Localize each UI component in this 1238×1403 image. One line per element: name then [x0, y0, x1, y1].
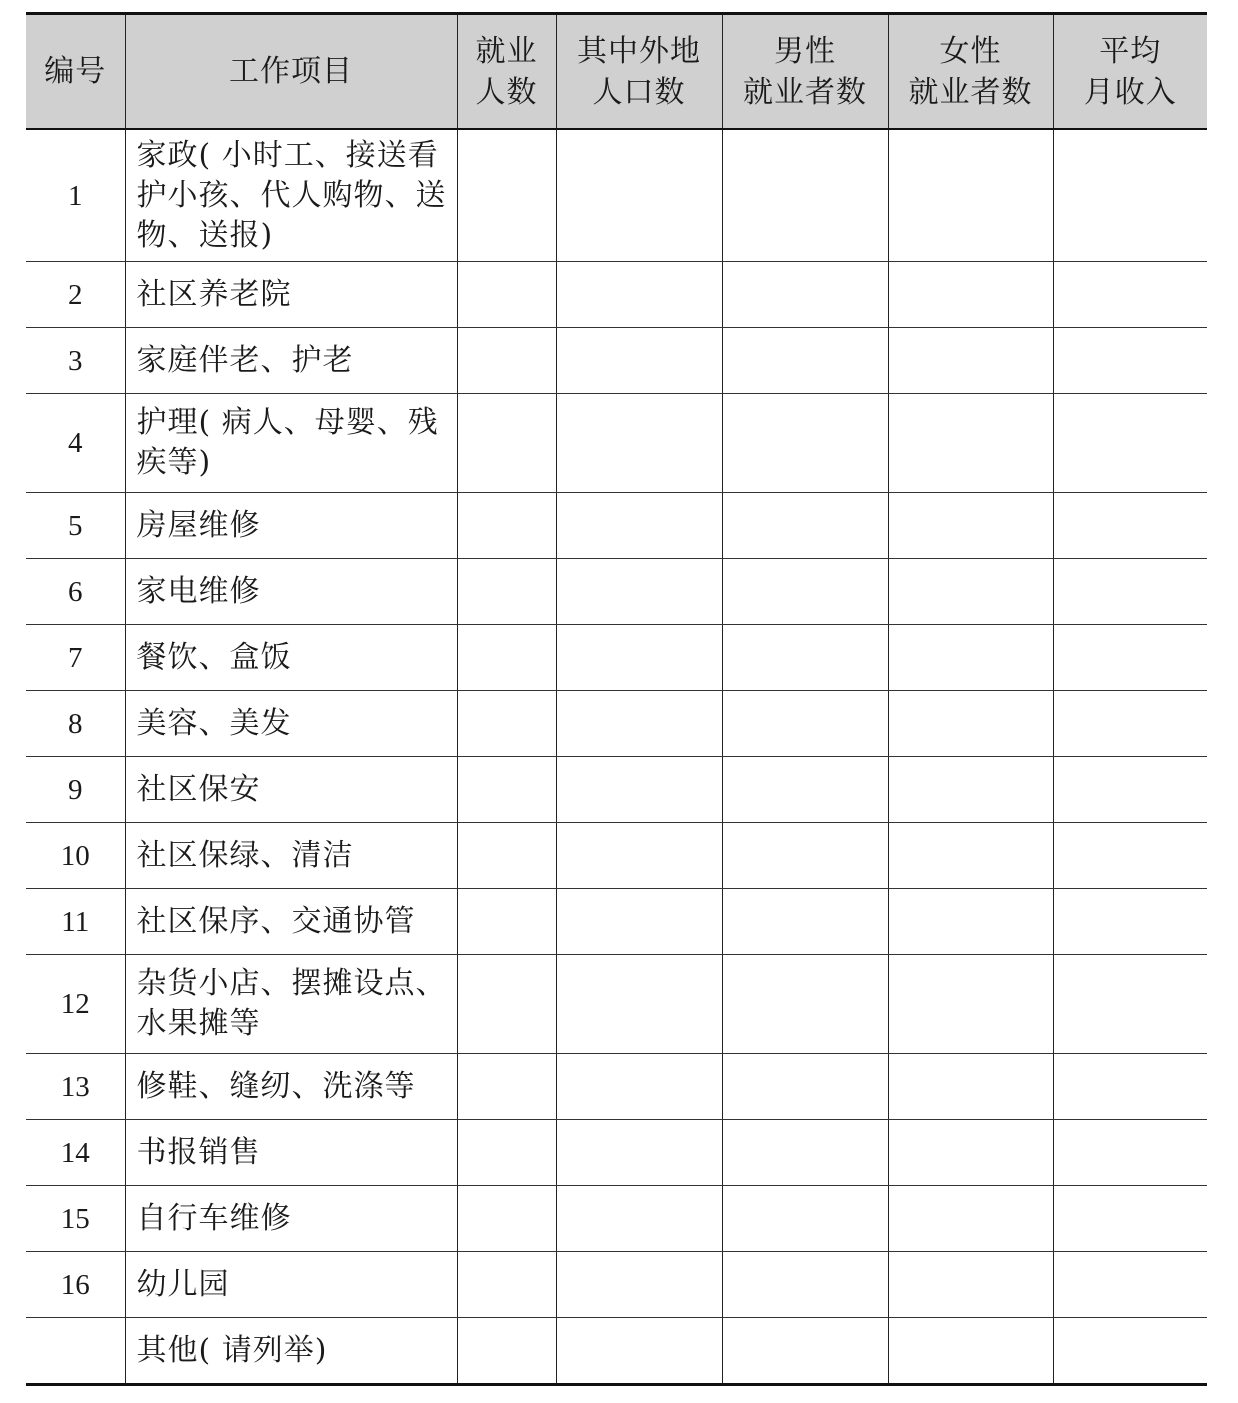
cell-nonlocal[interactable] — [556, 757, 722, 823]
cell-male[interactable] — [722, 1186, 888, 1252]
cell-income[interactable] — [1053, 955, 1207, 1054]
header-nonlocal-count: 其中外地 人口数 — [556, 14, 722, 130]
cell-male[interactable] — [722, 889, 888, 955]
cell-female[interactable] — [888, 328, 1053, 394]
cell-income[interactable] — [1053, 262, 1207, 328]
cell-nonlocal[interactable] — [556, 691, 722, 757]
cell-income[interactable] — [1053, 823, 1207, 889]
row-number: 1 — [26, 129, 125, 262]
cell-male[interactable] — [722, 328, 888, 394]
row-number: 11 — [26, 889, 125, 955]
cell-income[interactable] — [1053, 493, 1207, 559]
cell-employed[interactable] — [457, 757, 556, 823]
cell-employed[interactable] — [457, 889, 556, 955]
table-row — [26, 1318, 1207, 1385]
row-work-item: 自行车维修 — [125, 1186, 457, 1252]
row-number: 9 — [26, 757, 125, 823]
header-male-count: 男性 就业者数 — [722, 14, 888, 130]
row-work-item: 社区保绿、清洁 — [125, 823, 457, 889]
row-number: 5 — [26, 493, 125, 559]
cell-employed[interactable] — [457, 823, 556, 889]
row-number: 3 — [26, 328, 125, 394]
cell-employed[interactable] — [457, 1054, 556, 1120]
cell-female[interactable] — [888, 757, 1053, 823]
cell-female[interactable] — [888, 559, 1053, 625]
row-number: 2 — [26, 262, 125, 328]
cell-female[interactable] — [888, 1120, 1053, 1186]
cell-nonlocal[interactable] — [556, 1120, 722, 1186]
cell-female[interactable] — [888, 262, 1053, 328]
cell-employed[interactable] — [457, 394, 556, 493]
table-row — [26, 559, 1207, 625]
row-work-item: 幼儿园 — [125, 1252, 457, 1318]
cell-female[interactable] — [888, 1186, 1053, 1252]
cell-employed[interactable] — [457, 625, 556, 691]
cell-income[interactable] — [1053, 889, 1207, 955]
cell-male[interactable] — [722, 1120, 888, 1186]
cell-female[interactable] — [888, 625, 1053, 691]
cell-income[interactable] — [1053, 1186, 1207, 1252]
table-row — [26, 262, 1207, 328]
cell-female[interactable] — [888, 889, 1053, 955]
cell-nonlocal[interactable] — [556, 394, 722, 493]
cell-male[interactable] — [722, 823, 888, 889]
cell-employed[interactable] — [457, 493, 556, 559]
cell-income[interactable] — [1053, 625, 1207, 691]
cell-male[interactable] — [722, 262, 888, 328]
cell-male[interactable] — [722, 955, 888, 1054]
cell-employed[interactable] — [457, 1252, 556, 1318]
employment-survey-table — [26, 12, 1207, 1386]
cell-nonlocal[interactable] — [556, 1318, 722, 1385]
cell-nonlocal[interactable] — [556, 1054, 722, 1120]
cell-male[interactable] — [722, 394, 888, 493]
row-number: 7 — [26, 625, 125, 691]
row-number: 6 — [26, 559, 125, 625]
cell-income[interactable] — [1053, 1120, 1207, 1186]
table-row — [26, 823, 1207, 889]
row-work-item: 杂货小店、摆摊设点、水果摊等 — [125, 955, 457, 1054]
row-work-item: 餐饮、盒饭 — [125, 625, 457, 691]
row-work-item: 其他( 请列举) — [125, 1318, 457, 1385]
cell-income[interactable] — [1053, 129, 1207, 262]
cell-male[interactable] — [722, 1252, 888, 1318]
row-work-item: 书报销售 — [125, 1120, 457, 1186]
cell-female[interactable] — [888, 129, 1053, 262]
row-work-item: 家政( 小时工、接送看护小孩、代人购物、送物、送报) — [125, 129, 457, 262]
row-number: 10 — [26, 823, 125, 889]
cell-income[interactable] — [1053, 1252, 1207, 1318]
cell-income[interactable] — [1053, 757, 1207, 823]
cell-female[interactable] — [888, 1318, 1053, 1385]
row-work-item: 美容、美发 — [125, 691, 457, 757]
cell-income[interactable] — [1053, 691, 1207, 757]
row-number: 15 — [26, 1186, 125, 1252]
cell-employed[interactable] — [457, 1120, 556, 1186]
cell-nonlocal[interactable] — [556, 493, 722, 559]
cell-employed[interactable] — [457, 262, 556, 328]
cell-nonlocal[interactable] — [556, 889, 722, 955]
table-row — [26, 889, 1207, 955]
table-row — [26, 1120, 1207, 1186]
row-number — [26, 1318, 125, 1385]
row-work-item: 社区保序、交通协管 — [125, 889, 457, 955]
cell-income[interactable] — [1053, 1054, 1207, 1120]
row-work-item: 家庭伴老、护老 — [125, 328, 457, 394]
row-work-item: 房屋维修 — [125, 493, 457, 559]
cell-nonlocal[interactable] — [556, 129, 722, 262]
table-row — [26, 1252, 1207, 1318]
table-header-row — [26, 14, 1207, 130]
header-number: 编号 — [26, 14, 125, 130]
cell-male[interactable] — [722, 757, 888, 823]
cell-income[interactable] — [1053, 394, 1207, 493]
cell-male[interactable] — [722, 493, 888, 559]
cell-male[interactable] — [722, 1318, 888, 1385]
cell-employed[interactable] — [457, 328, 556, 394]
cell-employed[interactable] — [457, 1318, 556, 1385]
cell-male[interactable] — [722, 129, 888, 262]
table-row — [26, 757, 1207, 823]
cell-employed[interactable] — [457, 129, 556, 262]
cell-male[interactable] — [722, 1054, 888, 1120]
row-work-item: 修鞋、缝纫、洗涤等 — [125, 1054, 457, 1120]
row-number: 8 — [26, 691, 125, 757]
cell-female[interactable] — [888, 1054, 1053, 1120]
row-number: 4 — [26, 394, 125, 493]
cell-employed[interactable] — [457, 955, 556, 1054]
row-number: 12 — [26, 955, 125, 1054]
row-work-item: 护理( 病人、母婴、残疾等) — [125, 394, 457, 493]
row-number: 16 — [26, 1252, 125, 1318]
cell-income[interactable] — [1053, 328, 1207, 394]
cell-income[interactable] — [1053, 559, 1207, 625]
row-work-item: 社区保安 — [125, 757, 457, 823]
table-row — [26, 493, 1207, 559]
header-employed-count: 就业 人数 — [457, 14, 556, 130]
cell-income[interactable] — [1053, 1318, 1207, 1385]
cell-nonlocal[interactable] — [556, 955, 722, 1054]
row-work-item: 社区养老院 — [125, 262, 457, 328]
table-row — [26, 1186, 1207, 1252]
cell-employed[interactable] — [457, 559, 556, 625]
cell-nonlocal[interactable] — [556, 262, 722, 328]
table-row — [26, 328, 1207, 394]
cell-nonlocal[interactable] — [556, 559, 722, 625]
table-row — [26, 955, 1207, 1054]
header-work-item: 工作项目 — [125, 14, 457, 130]
table-row — [26, 625, 1207, 691]
row-work-item: 家电维修 — [125, 559, 457, 625]
cell-male[interactable] — [722, 559, 888, 625]
cell-male[interactable] — [722, 625, 888, 691]
table-row — [26, 129, 1207, 262]
cell-nonlocal[interactable] — [556, 1252, 722, 1318]
cell-nonlocal[interactable] — [556, 625, 722, 691]
table-row — [26, 691, 1207, 757]
header-female-count: 女性 就业者数 — [888, 14, 1053, 130]
cell-female[interactable] — [888, 691, 1053, 757]
cell-nonlocal[interactable] — [556, 1186, 722, 1252]
cell-female[interactable] — [888, 493, 1053, 559]
row-number: 13 — [26, 1054, 125, 1120]
cell-female[interactable] — [888, 394, 1053, 493]
cell-employed[interactable] — [457, 691, 556, 757]
table-row — [26, 394, 1207, 493]
table-row — [26, 1054, 1207, 1120]
cell-female[interactable] — [888, 1252, 1053, 1318]
cell-male[interactable] — [722, 691, 888, 757]
cell-female[interactable] — [888, 823, 1053, 889]
row-number: 14 — [26, 1120, 125, 1186]
cell-employed[interactable] — [457, 1186, 556, 1252]
cell-nonlocal[interactable] — [556, 328, 722, 394]
cell-female[interactable] — [888, 955, 1053, 1054]
cell-nonlocal[interactable] — [556, 823, 722, 889]
header-average-income: 平均 月收入 — [1053, 14, 1207, 130]
